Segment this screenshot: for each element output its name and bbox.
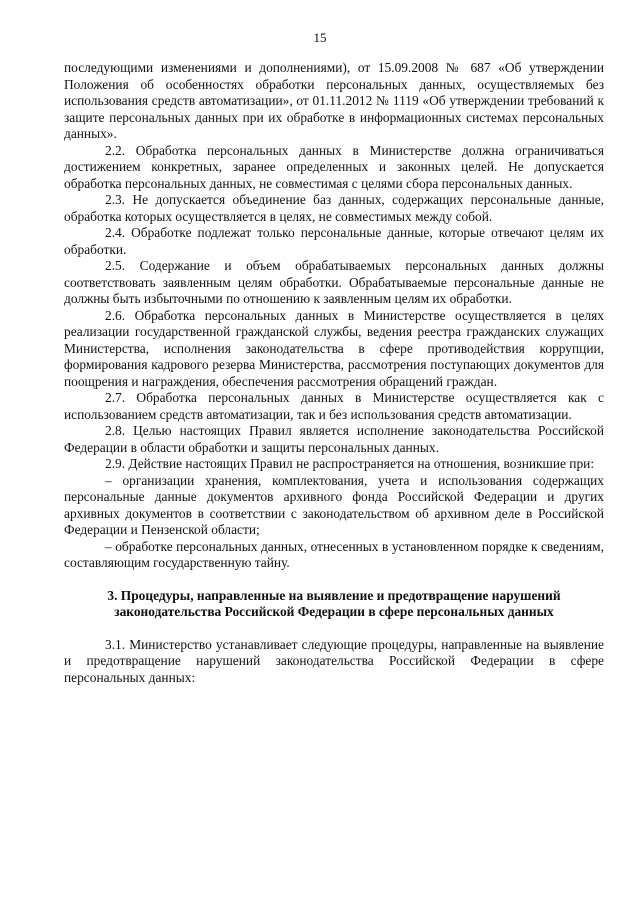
page-number: 15 [313,30,327,45]
paragraph-continuation: последующими изменениями и дополнениями), от 15.09.2008 № 687 «Об утверждении Положения об особенностях обработки персональных данных, осуществляемых без использования средств автоматизации», от 01.11.2012 № 1119 «Об утверждении требований к защите персональных данных при их обработке в информационных системах персональных данных». [64,60,604,141]
paragraph-3-1: 3.1. Министерство устанавливает следующие процедуры, направленные на выявление и предотвращение нарушений законодательства Российской Федерации в сфере персональных данных: [64,636,604,685]
list-item-state-secret: – обработке персональных данных, отнесенных в установленном порядке к сведениям, составляющим государственную тайну. [64,538,604,570]
paragraph-2-3: 2.3. Не допускается объединение баз данных, содержащих персональные данные, обработка которых осуществляется в целях, не совместимых между собой. [64,192,604,224]
paragraph-2-8: 2.8. Целью настоящих Правил является исполнение законодательства Российской Федерации в области обработки и защиты персональных данных. [64,423,604,455]
paragraph-2-6: 2.6. Обработка персональных данных в Министерстве осуществляется в целях реализации государственной гражданской службы, ведения реестра гражданских служащих Министерства, исполнения законодательства в сфере противодействия коррупции, формирования кадрового резерва Министерства, рассмотрения поступающих документов для поощрения и награждения, обеспечения рассмотрения обращений граждан. [64,307,604,389]
paragraph-2-9: 2.9. Действие настоящих Правил не распространяется на отношения, возникшие при: [105,456,595,471]
section-heading: 3. Процедуры, направленные на выявление и предотвращение нарушений законодательства Российской Федерации в сфере персональных данных [107,587,561,619]
paragraph-2-2: 2.2. Обработка персональных данных в Министерстве должна ограничиваться достижением конкретных, заранее определенных и законных целей. Не допускается обработка персональных данных, не совместимая с целями сбора персональных данных. [64,142,604,191]
list-item-archive: – организации хранения, комплектования, учета и использования содержащих персональные данные документов архивного фонда Российской Федерации и других архивных документов в соответствии с законодательством об архивном деле в Российской Федерации и Пензенской области; [64,472,604,537]
paragraph-2-4: 2.4. Обработке подлежат только персональные данные, которые отвечают целям их обработки. [64,225,604,257]
paragraph-2-7: 2.7. Обработка персональных данных в Министерстве осуществляется как с использованием средств автоматизации, так и без использования средств автоматизации. [64,390,604,422]
paragraph-2-5: 2.5. Содержание и объем обрабатываемых персональных данных должны соответствовать заявленным целям обработки. Обрабатываемые персональные данные не должны быть избыточными по отношению к заявленным целям их обработки. [64,258,604,306]
document-body [64,60,604,686]
